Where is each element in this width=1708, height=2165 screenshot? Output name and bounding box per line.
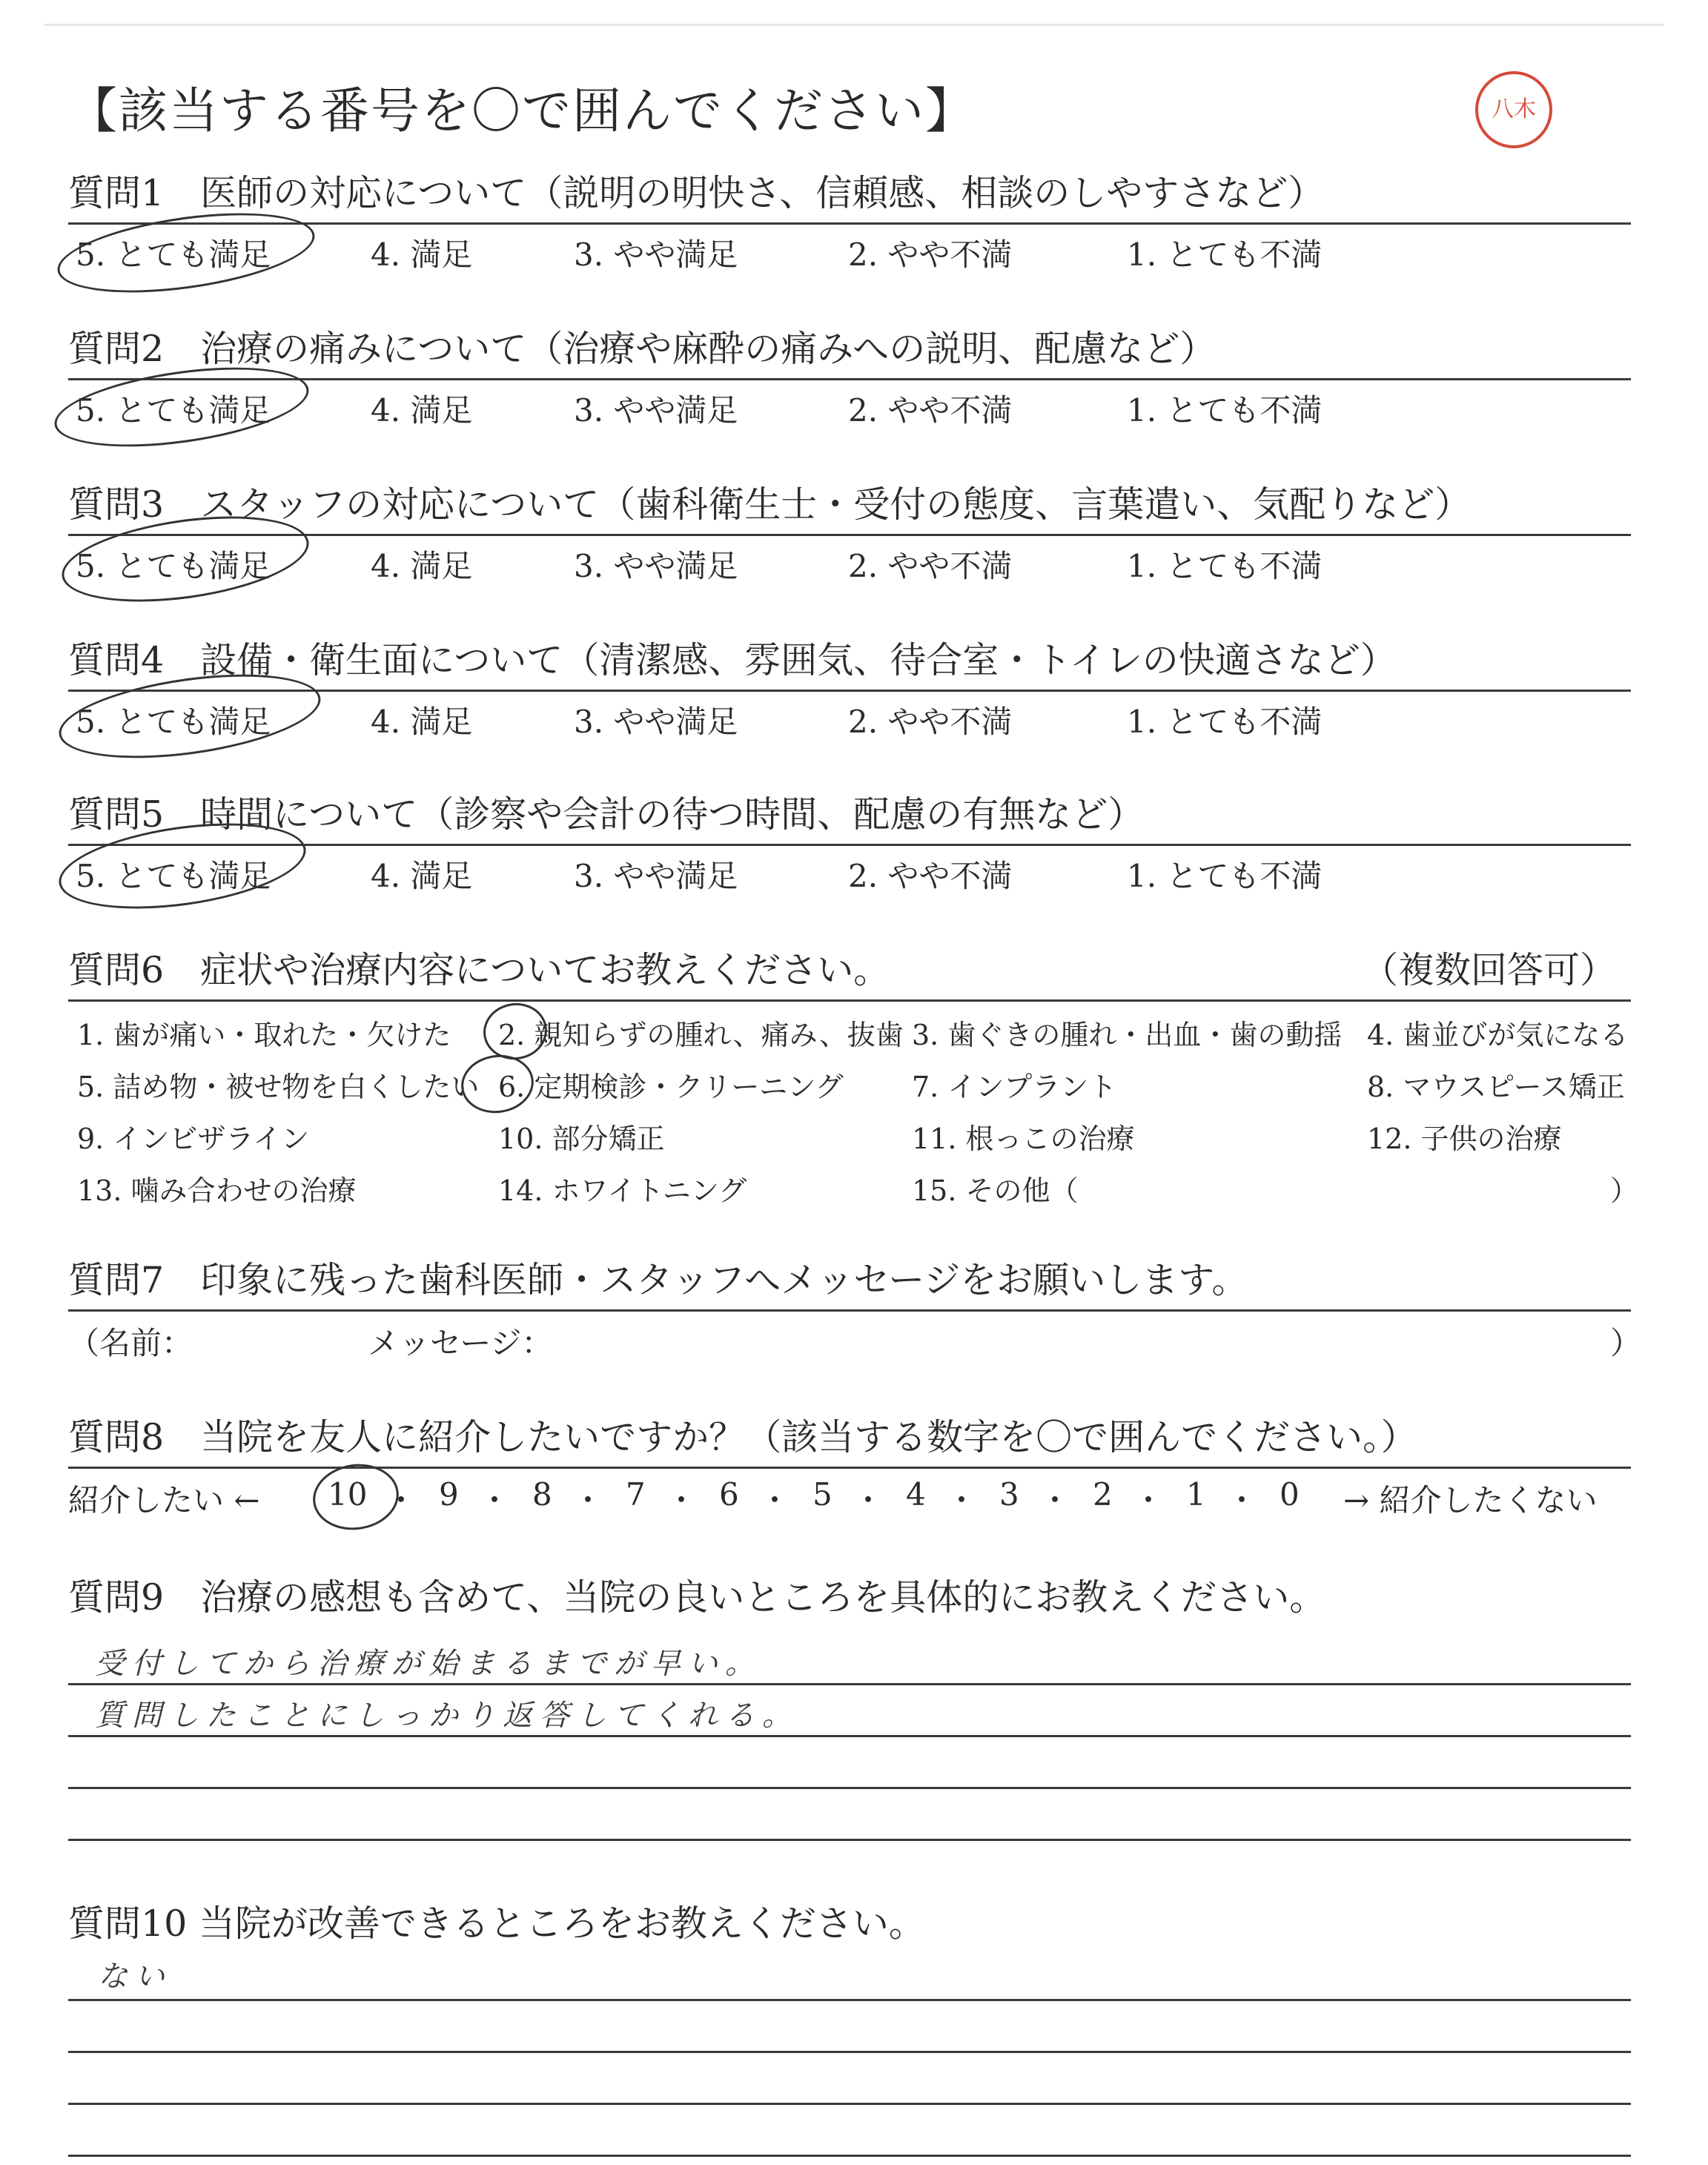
scale-value-1[interactable]: 1 bbox=[1186, 1476, 1206, 1513]
name-label: （名前： bbox=[68, 1325, 193, 1361]
question-6 bbox=[68, 945, 1639, 1209]
scale-dot: ・ bbox=[946, 1482, 978, 1518]
option-1[interactable]: 1. とても不満 bbox=[1127, 392, 1323, 429]
scale-dot: ・ bbox=[1039, 1482, 1071, 1518]
scale-dot: ・ bbox=[853, 1482, 884, 1518]
symptom-option[interactable]: 10. 部分矯正 bbox=[498, 1123, 665, 1155]
symptom-option[interactable]: 11. 根っこの治療 bbox=[912, 1123, 1135, 1155]
handwritten-answer: ない bbox=[98, 1960, 172, 1994]
writing-line bbox=[68, 1787, 1631, 1789]
scale-value-10[interactable]: 10 bbox=[328, 1476, 368, 1513]
question-6-title-row bbox=[68, 945, 1631, 996]
selection-circle bbox=[480, 999, 551, 1063]
option-2[interactable]: 2. やや不満 bbox=[848, 237, 1013, 273]
question-1 bbox=[68, 168, 1631, 277]
question-10-title: 質問10 当院が改善できるところをお教えください。 bbox=[68, 1903, 925, 1945]
question-7 bbox=[68, 1255, 1642, 1361]
symptom-option[interactable]: 5. 詰め物・被せ物を白くしたい bbox=[77, 1071, 480, 1103]
scale-value-9[interactable]: 9 bbox=[439, 1476, 459, 1513]
scale-dot: ・ bbox=[666, 1482, 698, 1518]
question-4 bbox=[68, 635, 1631, 744]
question-7-title: 質問7 印象に残った歯科医師・スタッフへメッセージをお願いします。 bbox=[68, 1259, 1248, 1301]
rating-options bbox=[68, 225, 1631, 277]
question-4-title: 質問4 設備・衛生面について（清潔感、雰囲気、待合室・トイレの快適さなど） bbox=[68, 639, 1397, 681]
option-2[interactable]: 2. やや不満 bbox=[848, 858, 1013, 894]
option-1[interactable]: 1. とても不満 bbox=[1127, 704, 1323, 740]
selection-circle bbox=[308, 1458, 403, 1535]
seal-stamp: 八木 bbox=[1475, 71, 1552, 148]
writing-line bbox=[68, 1683, 1631, 1685]
writing-line bbox=[68, 2155, 1631, 2157]
question-2-title: 質問2 治療の痛みについて（治療や麻酔の痛みへの説明、配慮など） bbox=[68, 328, 1217, 370]
writing-line bbox=[68, 1999, 1631, 2001]
option-1[interactable]: 1. とても不満 bbox=[1127, 858, 1323, 894]
writing-line bbox=[68, 2103, 1631, 2105]
question-5 bbox=[68, 789, 1631, 898]
rating-options bbox=[68, 380, 1631, 432]
scale-value-7[interactable]: 7 bbox=[626, 1476, 646, 1513]
option-4[interactable]: 4. 満足 bbox=[371, 704, 473, 740]
handwritten-answer: 受付してから治療が始まるまでが早い。 bbox=[95, 1647, 762, 1681]
symptom-option[interactable]: 9. インビザライン bbox=[77, 1123, 310, 1155]
rating-options bbox=[68, 846, 1631, 898]
scale-value-5[interactable]: 5 bbox=[812, 1476, 833, 1513]
question-9-title: 質問9 治療の感想も含めて、当院の良いところを具体的にお教えください。 bbox=[68, 1576, 1326, 1619]
answer-lines bbox=[68, 1624, 1631, 1839]
symptom-option[interactable]: 3. 歯ぐきの腫れ・出血・歯の動揺 bbox=[912, 1019, 1343, 1051]
option-4[interactable]: 4. 満足 bbox=[371, 392, 473, 429]
symptom-option[interactable]: 12. 子供の治療 bbox=[1367, 1123, 1562, 1155]
scale-value-4[interactable]: 4 bbox=[906, 1476, 926, 1513]
writing-line bbox=[68, 1735, 1631, 1737]
scale-value-6[interactable]: 6 bbox=[719, 1476, 739, 1513]
option-4[interactable]: 4. 満足 bbox=[371, 237, 473, 273]
option-2[interactable]: 2. やや不満 bbox=[848, 548, 1013, 584]
page-heading: 【該当する番号を〇で囲んでください】 bbox=[68, 82, 976, 139]
option-3[interactable]: 3. やや満足 bbox=[574, 392, 738, 429]
option-3[interactable]: 3. やや満足 bbox=[574, 548, 738, 584]
option-3[interactable]: 3. やや満足 bbox=[574, 704, 738, 740]
symptom-option[interactable]: 4. 歯並びが気になる bbox=[1367, 1019, 1629, 1051]
question-8 bbox=[68, 1412, 1631, 1521]
scale-dot: ・ bbox=[1226, 1482, 1258, 1518]
option-2[interactable]: 2. やや不満 bbox=[848, 392, 1013, 429]
question-3 bbox=[68, 479, 1631, 588]
multiple-answer-note: （複数回答可） bbox=[1361, 949, 1616, 991]
answer-lines bbox=[68, 1950, 1631, 2165]
rating-options bbox=[68, 692, 1631, 744]
option-5[interactable]: 5. とても満足 bbox=[76, 237, 271, 273]
recommend-right-label: → 紹介したくない bbox=[1343, 1482, 1598, 1518]
option-2[interactable]: 2. やや不満 bbox=[848, 704, 1013, 740]
option-3[interactable]: 3. やや満足 bbox=[574, 237, 738, 273]
scale-value-0[interactable]: 0 bbox=[1280, 1476, 1300, 1513]
handwritten-answer: 質問したことにしっかり返答してくれる。 bbox=[95, 1699, 799, 1733]
selection-circle bbox=[457, 1051, 537, 1118]
option-1[interactable]: 1. とても不満 bbox=[1127, 548, 1323, 584]
symptom-options bbox=[68, 1002, 1639, 1209]
recommend-scale bbox=[68, 1469, 1631, 1521]
scale-value-3[interactable]: 3 bbox=[999, 1476, 1019, 1513]
writing-line bbox=[68, 2051, 1631, 2053]
option-4[interactable]: 4. 満足 bbox=[371, 858, 473, 894]
option-3[interactable]: 3. やや満足 bbox=[574, 858, 738, 894]
symptom-option[interactable]: 1. 歯が痛い・取れた・欠けた bbox=[77, 1019, 451, 1051]
scale-dot: ・ bbox=[479, 1482, 511, 1518]
option-5[interactable]: 5. とても満足 bbox=[76, 704, 271, 740]
option-5[interactable]: 5. とても満足 bbox=[76, 858, 271, 894]
top-border bbox=[44, 24, 1664, 26]
scale-dot: ・ bbox=[572, 1482, 604, 1518]
scale-dot: ・ bbox=[385, 1482, 417, 1518]
message-label: メッセージ： bbox=[368, 1325, 553, 1361]
message-close-paren: ） bbox=[1610, 1325, 1642, 1361]
symptom-option[interactable]: 15. その他（ bbox=[912, 1174, 1079, 1207]
option-5[interactable]: 5. とても満足 bbox=[76, 548, 271, 584]
option-5[interactable]: 5. とても満足 bbox=[76, 392, 271, 429]
symptom-option[interactable]: 8. マウスピース矯正 bbox=[1367, 1071, 1625, 1103]
scale-value-2[interactable]: 2 bbox=[1093, 1476, 1113, 1513]
question-2 bbox=[68, 323, 1631, 432]
question-9 bbox=[68, 1572, 1631, 1839]
scale-value-8[interactable]: 8 bbox=[532, 1476, 552, 1513]
question-8-title: 質問8 当院を友人に紹介したいですか？（該当する数字を〇で囲んでください。） bbox=[68, 1416, 1417, 1458]
question-6-title: 質問6 症状や治療内容についてお教えください。 bbox=[68, 949, 890, 991]
question-10 bbox=[68, 1898, 1631, 2165]
symptom-option[interactable]: 2. 親知らずの腫れ、痛み、抜歯 bbox=[498, 1019, 904, 1051]
scale-dot: ・ bbox=[1133, 1482, 1165, 1518]
rating-options bbox=[68, 536, 1631, 588]
symptom-option[interactable]: 13. 噛み合わせの治療 bbox=[77, 1174, 357, 1207]
question-5-title: 質問5 時間について（診察や会計の待つ時間、配慮の有無など） bbox=[68, 793, 1145, 836]
writing-line bbox=[68, 1839, 1631, 1841]
option-1[interactable]: 1. とても不満 bbox=[1127, 237, 1323, 273]
symptom-option[interactable]: 7. インプラント bbox=[912, 1071, 1117, 1103]
message-row bbox=[68, 1312, 1642, 1361]
other-close-paren: ） bbox=[1610, 1174, 1639, 1207]
recommend-left-label: 紹介したい ← bbox=[68, 1482, 260, 1518]
option-4[interactable]: 4. 満足 bbox=[371, 548, 473, 584]
scale-dot: ・ bbox=[759, 1482, 791, 1518]
question-3-title: 質問3 スタッフの対応について（歯科衛生士・受付の態度、言葉遣い、気配りなど） bbox=[68, 483, 1472, 526]
question-1-title: 質問1 医師の対応について（説明の明快さ、信頼感、相談のしやすさなど） bbox=[68, 172, 1325, 214]
symptom-option[interactable]: 14. ホワイトニング bbox=[498, 1174, 747, 1207]
symptom-option[interactable]: 6. 定期検診・クリーニング bbox=[498, 1071, 844, 1103]
